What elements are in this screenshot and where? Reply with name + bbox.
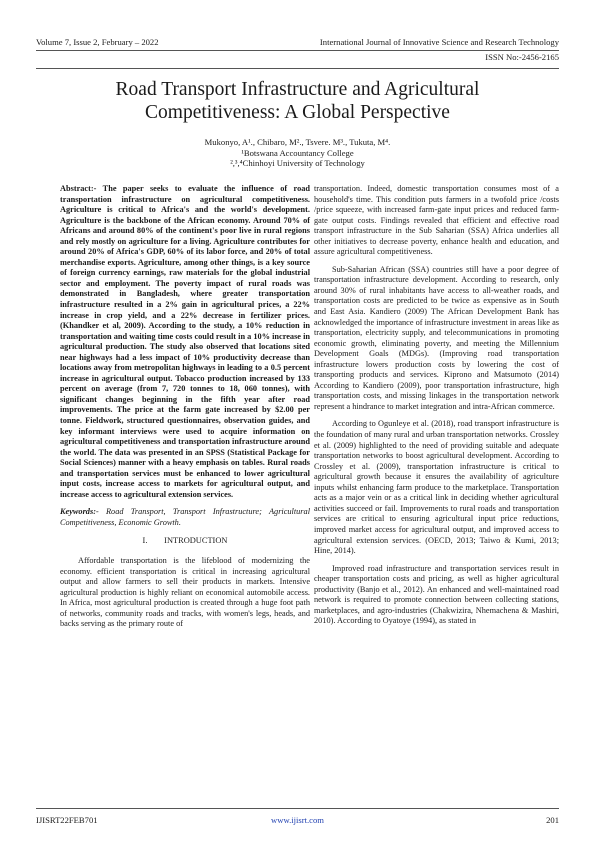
paper-title: [40, 78, 555, 124]
keywords-text: Road Transport, Transport Infrastructure; Agricultural Competitiveness, Economic Growth.: [60, 507, 310, 527]
intro-paragraph-1: Affordable transportation is the lifeblood of modernizing the economy. efficient transportation is critical in increasing agricultural output and allow farmers to sell their products in markets. Intensive agricultural production is highly reliant on economical automobile access. In Africa, most agricultural production is created through a huge foot path of networks, community roads and tracks, with women's legs, heads, and backs serving as the primary route of: [60, 556, 310, 629]
volume-info: Volume 7, Issue 2, February – 2022: [36, 37, 159, 47]
intro-paragraph-3: According to Ogunleye et al. (2018), road transport infrastructure is the foundation of many rural and urban transportation networks. Crossley et al. (2009) highlighted to the need of providing suitable and adequate transportation networks to boost agricultural development. According to Crossley et al. (2009), transportation infrastructure is critical to agricultural growth because it ensures the availability of agriculture inputs whilst enhancing farm produce to the marketplace. Transportation acts as a major vein or as a critical link in deciding whether agricultural activities succeed or fail. Improvements to rural roads and transportation services are critical to ensuring agricultural input price reductions, improved market access for agricultural output, and improved access to agricultural extension services. (OECD, 2013; Taiwo & Kumi, 2013; Hine, 2014).: [314, 419, 559, 556]
affiliation-1: ¹Botswana Accountancy College: [241, 147, 354, 158]
section-heading: [60, 536, 310, 547]
author-block: [40, 137, 555, 169]
header-rule-lower: [36, 68, 559, 69]
intro-paragraph-4: Improved road infrastructure and transportation services result in cheaper transportation costs and pricing, as well as higher agricultural productivity (Banjo et al., 2012). An enhanced and well-maintained road network is required to promote connection between collecting stations, marketplaces, and agro-industries (Chakwizira, Nhemachena & Mashiri, 2010). According to Oyatoye (1994), as stated in: [314, 563, 559, 626]
right-column: [314, 184, 559, 634]
keywords-label: Keywords:-: [60, 507, 99, 517]
left-column: [60, 184, 310, 637]
paper-code: IJISRT22FEB701: [36, 815, 98, 825]
abstract: Abstract:- The paper seeks to evaluate the influence of road transportation infrastructure on agricultural competitiveness. Agriculture is critical to Africa's and the world's development. Agriculture is the backbone of the African economy. Around 70% of Africans and around 80% of the continent's poor live in rural regions and rely mostly on agriculture for a living. Agriculture contributes for around 20% of Africa's GDP, 60% of its labor force, and 20% of total merchandise exports. Agriculture, among other things, is a key source of foreign currency earnings, raw materials for the global industrial sector and employment. The poverty impact of rural roads was demonstrated in Bangladesh, where greater transportation infrastructure resulted in a 2% gain in agricultural prices, a 22% increase in crop yield, and a 22% decrease in fertilizer prices. (Khandker et al, 2009). According to the study, a 10% reduction in transportation and waiting time costs could result in a 10% increase in agricultural production. The study also observed that locations sited near highways had a less impact of 10% productivity decrease than locations away from metropolitan highways in leading to a 0.5 percent increase in agricultural output. Tobacco production increased by 133 percent on average (from 7, 720 tonnes to 18, 060 tonnes), with significant changes beginning in the fifth year after road improvements. The price at the farm gate increased by $2.00 per tonne. Fieldwork, structured questionnaires, observation guides, and key informant interviews were used to acquire information on agricultural competitiveness and transportation infrastructure around the world. The data was presented in an SPSS (Statistical Package for Social Sciences) manner with a heavy emphasis on tables. Rural roads and transportation services must be enhanced to lower agricultural input costs, increase access to markets for agricultural output, and increase access to agricultural extension services.: [60, 184, 310, 499]
section-number: I.: [142, 535, 148, 545]
title-line-2: Competitiveness: A Global Perspective: [145, 102, 450, 123]
section-title: INTRODUCTION: [164, 535, 228, 545]
running-header: [36, 37, 559, 67]
intro-paragraph-1-continued: transportation. Indeed, domestic transportation consumes most of a household's time. This condition puts farmers in a twofold price /costs /price squeeze, with increased farm-gate input prices and reduced farm-gate output costs. Findings revealed that efficient and effective road transport infrastructure in the Sub Saharian (SSA) Africa underlies all other initiatives to decrease poverty, enhance health and education, and assure agricultural competitiveness.: [314, 184, 559, 257]
journal-url-link[interactable]: www.ijisrt.com: [271, 815, 324, 825]
footer-rule: [36, 808, 559, 809]
header-rule: [36, 50, 559, 51]
page-number: 201: [546, 815, 559, 825]
keywords: [60, 507, 310, 528]
affiliation-2: ²,³,⁴Chinhoyi University of Technology: [230, 158, 365, 168]
author-names: Mukonyo, A¹., Chibaro, M²., Tsvere. M³., Tukuta, M⁴.: [204, 137, 391, 147]
intro-paragraph-2: Sub-Saharian African (SSA) countries still have a poor degree of transportation infrastructure development. According to research, only around 30% of rural inhabitants have access to all-weather roads, and transportation costs are predicted to be twice as expensive as in South and East Asia. Kandiero (2009) The African Development Bank has acknowledged the importance of infrastructure investment in areas like as transportation, electricity supply, and telecommunications in promoting economic growth, eliminating poverty, and meeting the Millennium Development Goals (MDGs). (Improving road transportation infrastructure lowers production costs by lowering the cost of transporting products and services. Kiprono and Matsumoto (2014) According to Kandiero (2009), poor transportation infrastructure, high transportation costs, and missing linkages in the transportation network represent a hindrance to market integration and intra-African commerce.: [314, 264, 559, 411]
issn: ISSN No:-2456-2165: [485, 52, 559, 62]
title-line-1: Road Transport Infrastructure and Agricultural: [115, 79, 480, 100]
journal-name: International Journal of Innovative Science and Research Technology: [319, 37, 559, 47]
